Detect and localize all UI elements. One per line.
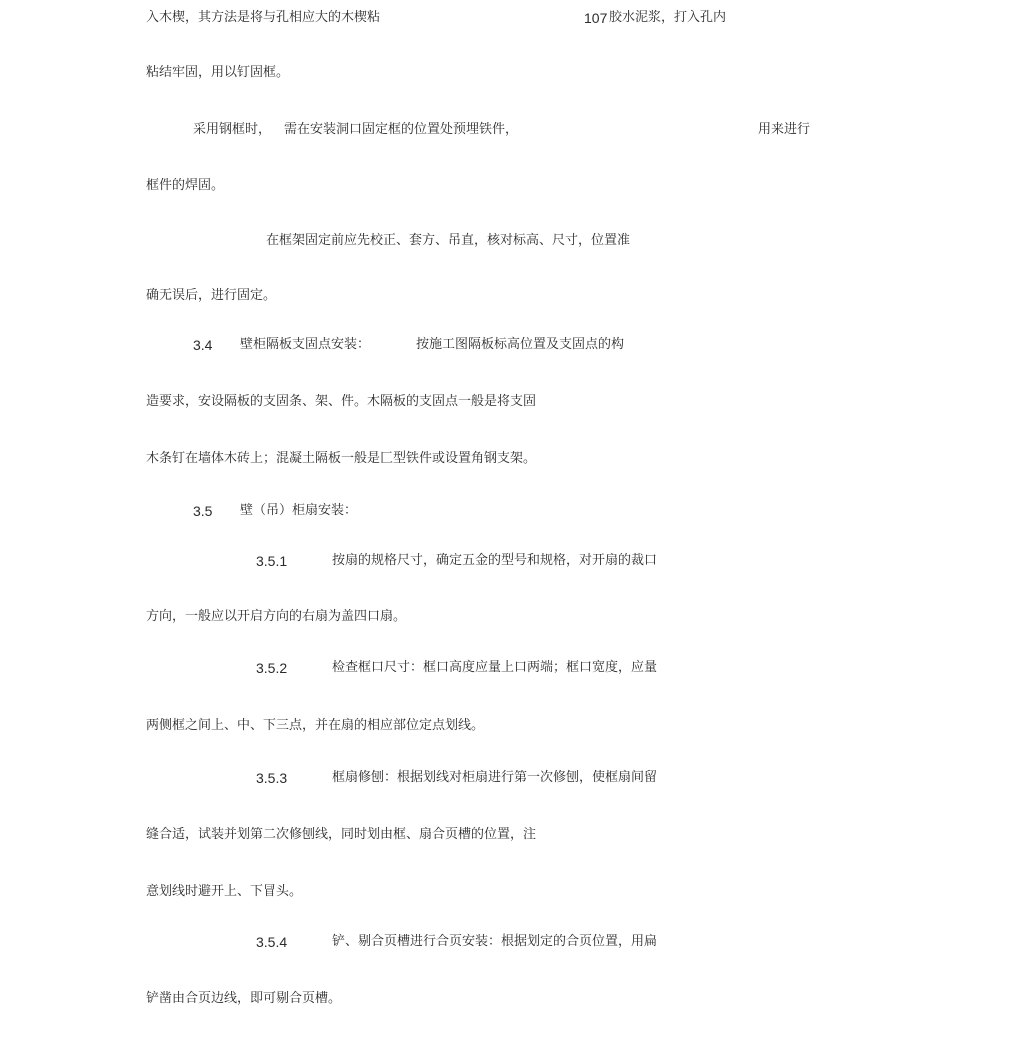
line-8: 造要求，安设隔板的支固条、架、件。木隔板的支固点一般是将支固 <box>146 394 537 409</box>
line-4: 框件的焊固。 <box>146 178 225 193</box>
section-3-4-number: 3.4 <box>193 337 213 353</box>
line-3-end: 用来进行 <box>758 122 811 137</box>
section-3-5-4-text: 铲、剔合页槽进行合页安装：根据划定的合页位置，用扁 <box>332 934 658 949</box>
section-3-5-1-number: 3.5.1 <box>256 553 288 569</box>
line-9: 木条钉在墙体木砖上；混凝土隔板一般是匚型铁件或设置角钢支架。 <box>146 451 537 466</box>
section-3-5-3-number: 3.5.3 <box>256 770 288 786</box>
line-14: 两侧框之间上、中、下三点，并在扇的相应部位定点划线。 <box>146 718 485 733</box>
line-5: 在框架固定前应先校正、套方、吊直，核对标高、尺寸，位置准 <box>266 233 631 248</box>
line-3-start: 采用钢框时， <box>193 122 272 137</box>
section-3-5-3-text: 框扇修刨：根据划线对柜扇进行第一次修刨，使框扇间留 <box>332 770 658 785</box>
section-3-5-4-number: 3.5.4 <box>256 934 288 950</box>
line-16: 缝合适，试装并划第二次修刨线，同时划由框、扇合页槽的位置，注 <box>146 827 537 842</box>
section-3-5-title: 壁（吊）柜扇安装： <box>240 503 358 518</box>
line-3-middle: 需在安装洞口固定框的位置处预埋铁件， <box>284 122 519 137</box>
section-3-4-text: 按施工图隔板标高位置及支固点的构 <box>416 337 625 352</box>
section-3-5-2-text: 检查框口尺寸：框口高度应量上口两端；框口宽度，应量 <box>332 660 658 675</box>
section-3-5-number: 3.5 <box>193 503 213 519</box>
line-6: 确无误后，进行固定。 <box>146 288 277 303</box>
line-17: 意划线时避开上、下冒头。 <box>146 884 303 899</box>
line-19: 铲凿由合页边线，即可剔合页槽。 <box>146 991 342 1006</box>
section-3-5-1-text: 按扇的规格尺寸，确定五金的型号和规格，对开扇的裁口 <box>332 553 658 568</box>
line-1-number: 107 <box>584 10 608 26</box>
line-12: 方向，一般应以开启方向的右扇为盖四口扇。 <box>146 609 407 624</box>
line-2: 粘结牢固，用以钉固框。 <box>146 65 290 80</box>
section-3-5-2-number: 3.5.2 <box>256 660 288 676</box>
line-1-end: 胶水泥浆，打入孔内 <box>609 10 727 25</box>
line-1-start: 入木楔，其方法是将与孔相应大的木楔粘 <box>146 10 381 25</box>
section-3-4-title: 壁柜隔板支固点安装： <box>240 337 371 352</box>
